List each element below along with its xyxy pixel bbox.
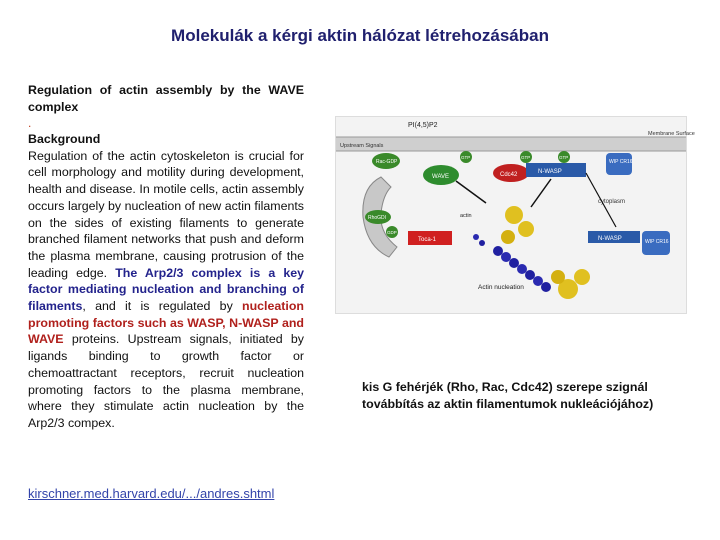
wip-2-label: WIP CR16 <box>645 239 669 245</box>
cdc42-label: Cdc42 <box>500 172 518 178</box>
gtp-1-label: GTP <box>461 155 471 160</box>
text-part-3: proteins. Upstream signals, initiated by ligands binding to growth factor or chemoattractant receptors, recruit nucleation promoting factors to the plasma membrane, where they stimulate actin nucleation by the Arp2/3 compex. <box>28 332 304 430</box>
section-heading: Regulation of actin assembly by the WAVE complex <box>28 83 304 114</box>
toca1-label: Toca-1 <box>418 237 437 243</box>
cytoplasm-label: cytoplasm <box>598 199 626 205</box>
upstream-label: Upstream Signals <box>340 143 384 149</box>
text-part-1: Regulation of the actin cytoskeleton is crucial for cell morphology and motility during development, health and disease. In motile cells, actin assembly occurs largely by nucleation of new actin filaments on the sides of existing filaments to generate branched filament networks that push and deform the plasma membrane, causing protrusion of the leading edge. <box>28 148 304 280</box>
figure-caption: kis G fehérjék (Rho, Rac, Cdc42) szerepe szignál továbbítás az aktin filamentumok nukleációjához) <box>362 380 654 411</box>
membrane-band <box>336 137 686 151</box>
gtp-2-label: GTP <box>521 155 531 160</box>
arrow-2 <box>531 179 551 207</box>
rac-gdp-label: Rac-GDP <box>376 159 398 165</box>
arp23-complex-upper <box>501 206 534 244</box>
membrane-label: Membrane Surface <box>648 131 695 137</box>
nwasp-top-label: N-WASP <box>538 169 562 175</box>
nwasp-bottom-label: N-WASP <box>598 236 622 242</box>
page-title: Molekulák a kérgi aktin hálózat létrehozásában <box>171 26 549 45</box>
text-npf-highlight: nucleation promoting factors such as WASP, N-WASP and WAVE <box>28 299 304 347</box>
wave-label: WAVE <box>432 174 450 180</box>
signaling-diagram <box>335 116 695 314</box>
arp23-complex-lower <box>551 269 590 299</box>
background-title: Background <box>28 132 101 146</box>
actin-nucleation-label: Actin nucleation <box>478 284 524 291</box>
text-part-2: , and it is regulated by <box>82 299 243 314</box>
diagram-svg <box>336 117 695 313</box>
actin-label: actin <box>460 213 472 219</box>
source-link[interactable]: kirschner.med.harvard.edu/.../andres.shtml <box>28 486 275 501</box>
gdp-label: GDP <box>387 230 397 235</box>
text-arp23-highlight: The Arp2/3 complex is a key factor mediating nucleation and branching of filaments <box>28 265 305 314</box>
rho-gdi-label: RhoGDI <box>368 215 387 221</box>
bullet-dot: . <box>28 116 32 130</box>
arrow-1 <box>456 181 486 203</box>
pip-label: PI(4,5)P2 <box>408 122 438 129</box>
wip-1-label: WIP CR16 <box>609 159 633 165</box>
background-text <box>28 131 304 432</box>
gtp-3-label: GTP <box>559 155 569 160</box>
